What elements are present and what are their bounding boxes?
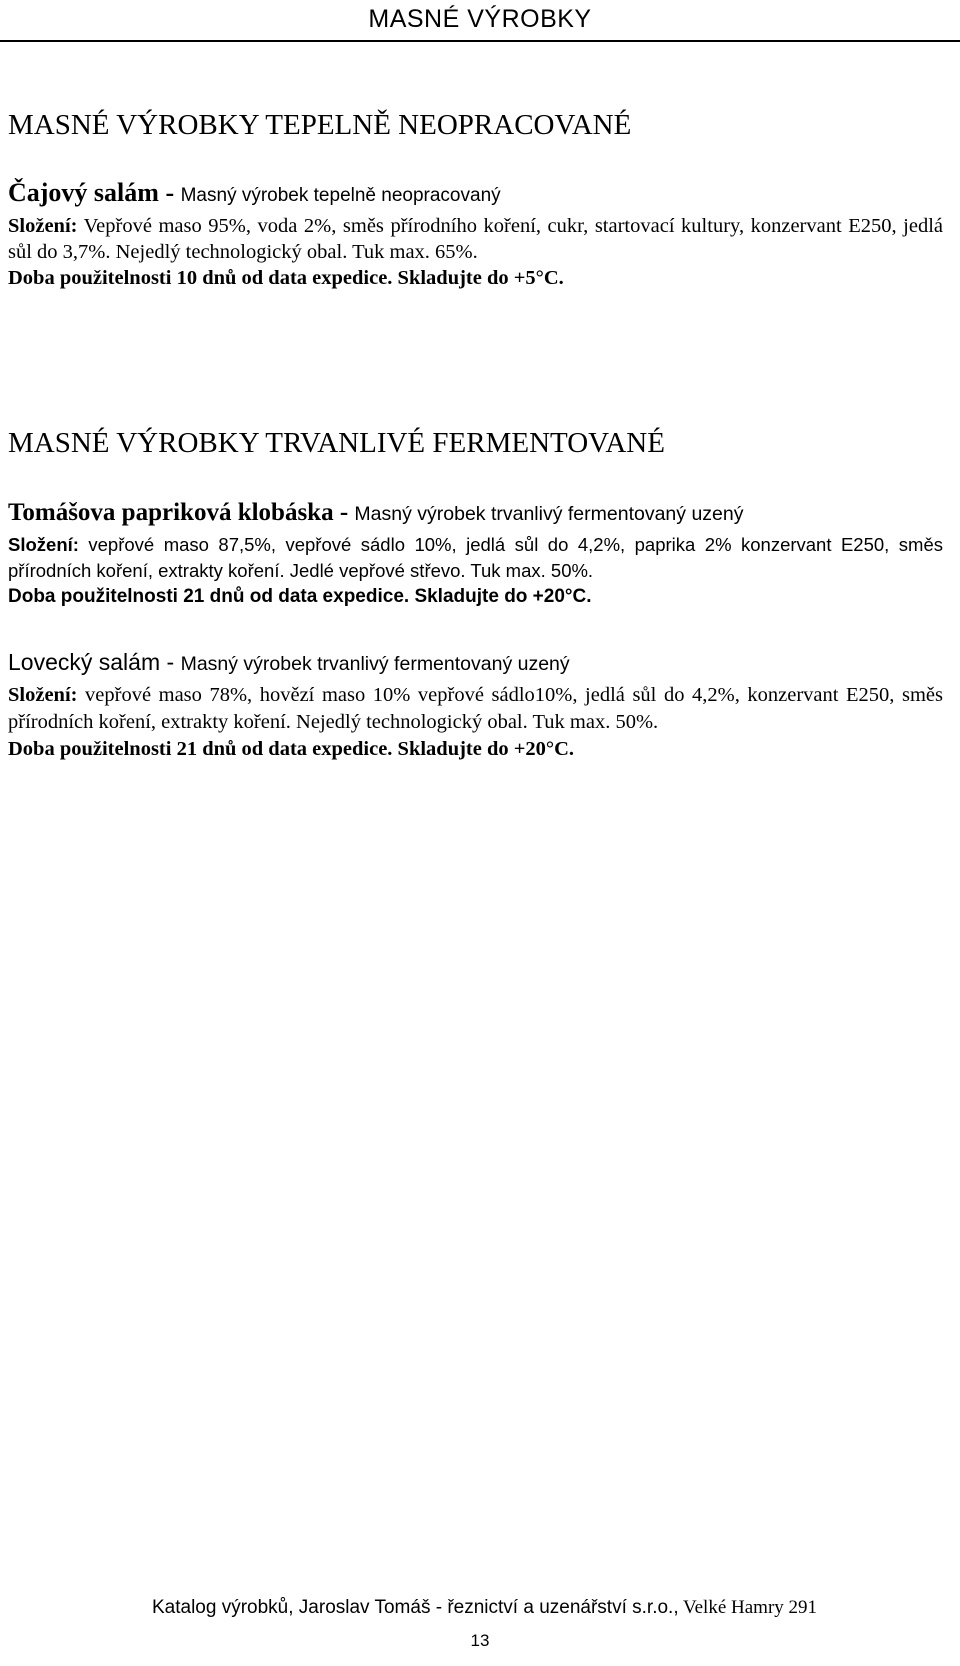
- product-name: Tomášova papriková klobáska: [8, 499, 334, 526]
- product-heading: [8, 497, 943, 532]
- product-heading: [8, 177, 943, 213]
- product-type: Masný výrobek trvanlivý fermentovaný uzený: [354, 503, 744, 525]
- product-dash: -: [333, 499, 355, 526]
- product-type: Masný výrobek tepelně neopracovaný: [180, 185, 501, 206]
- product-dash: -: [160, 649, 181, 675]
- product-composition: [8, 682, 943, 736]
- product-composition: [8, 532, 943, 584]
- composition-text: vepřové maso 78%, hovězí maso 10% vepřové sádlo10%, jedlá sůl do 4,2%, konzervant E250, směs přírodních koření, extrakty koření. Nejedlý technologický obal. Tuk max. 50%.: [8, 684, 943, 733]
- page-number: 13: [470, 1631, 490, 1650]
- product-dash: -: [158, 178, 181, 207]
- footer-line: [152, 1596, 817, 1620]
- composition-label: Složení:: [8, 534, 79, 555]
- running-head: MASNÉ VÝROBKY: [368, 5, 592, 33]
- product-type: Masný výrobek trvanlivý fermentovaný uzený: [180, 653, 570, 675]
- composition-label: Složení:: [8, 215, 78, 237]
- product-composition: [8, 213, 943, 265]
- product-heading: [8, 646, 943, 682]
- product-shelf-life: Doba použitelnosti 21 dnů od data expedice. Skladujte do +20°C.: [8, 738, 575, 760]
- section-title-fermented-products: MASNÉ VÝROBKY TRVANLIVÉ FERMENTOVANÉ: [8, 427, 665, 459]
- product-shelf-life: Doba použitelnosti 21 dnů od data expedice. Skladujte do +20°C.: [8, 586, 592, 607]
- header-rule: [0, 40, 960, 42]
- footer-address: Velké Hamry 291: [678, 1597, 818, 1618]
- product-name: Lovecký salám: [8, 649, 161, 675]
- product-tomasova-paprikova-klobaska: [8, 497, 943, 610]
- composition-label: Složení:: [8, 684, 78, 706]
- section-title-raw-products: MASNÉ VÝROBKY TEPELNĚ NEOPRACOVANÉ: [8, 109, 632, 141]
- footer-catalog-text: Katalog výrobků, Jaroslav Tomáš - řeznictví a uzenářství s.r.o.,: [152, 1597, 679, 1618]
- composition-text: Vepřové maso 95%, voda 2%, směs přírodního koření, cukr, startovací kultury, konzervant E250, jedlá sůl do 3,7%. Nejedlý technologický obal. Tuk max. 65%.: [8, 215, 943, 263]
- composition-text: vepřové maso 87,5%, vepřové sádlo 10%, jedlá sůl do 4,2%, paprika 2% konzervant E250, směs přírodních koření, extrakty koření. Jedlé vepřové střevo. Tuk max. 50%.: [8, 534, 943, 581]
- product-lovecky-salam: [8, 646, 943, 763]
- product-shelf-life: Doba použitelnosti 10 dnů od data expedice. Skladujte do +5°C.: [8, 267, 564, 289]
- product-name: Čajový salám: [8, 178, 159, 207]
- product-cajovy-salam: [8, 177, 943, 291]
